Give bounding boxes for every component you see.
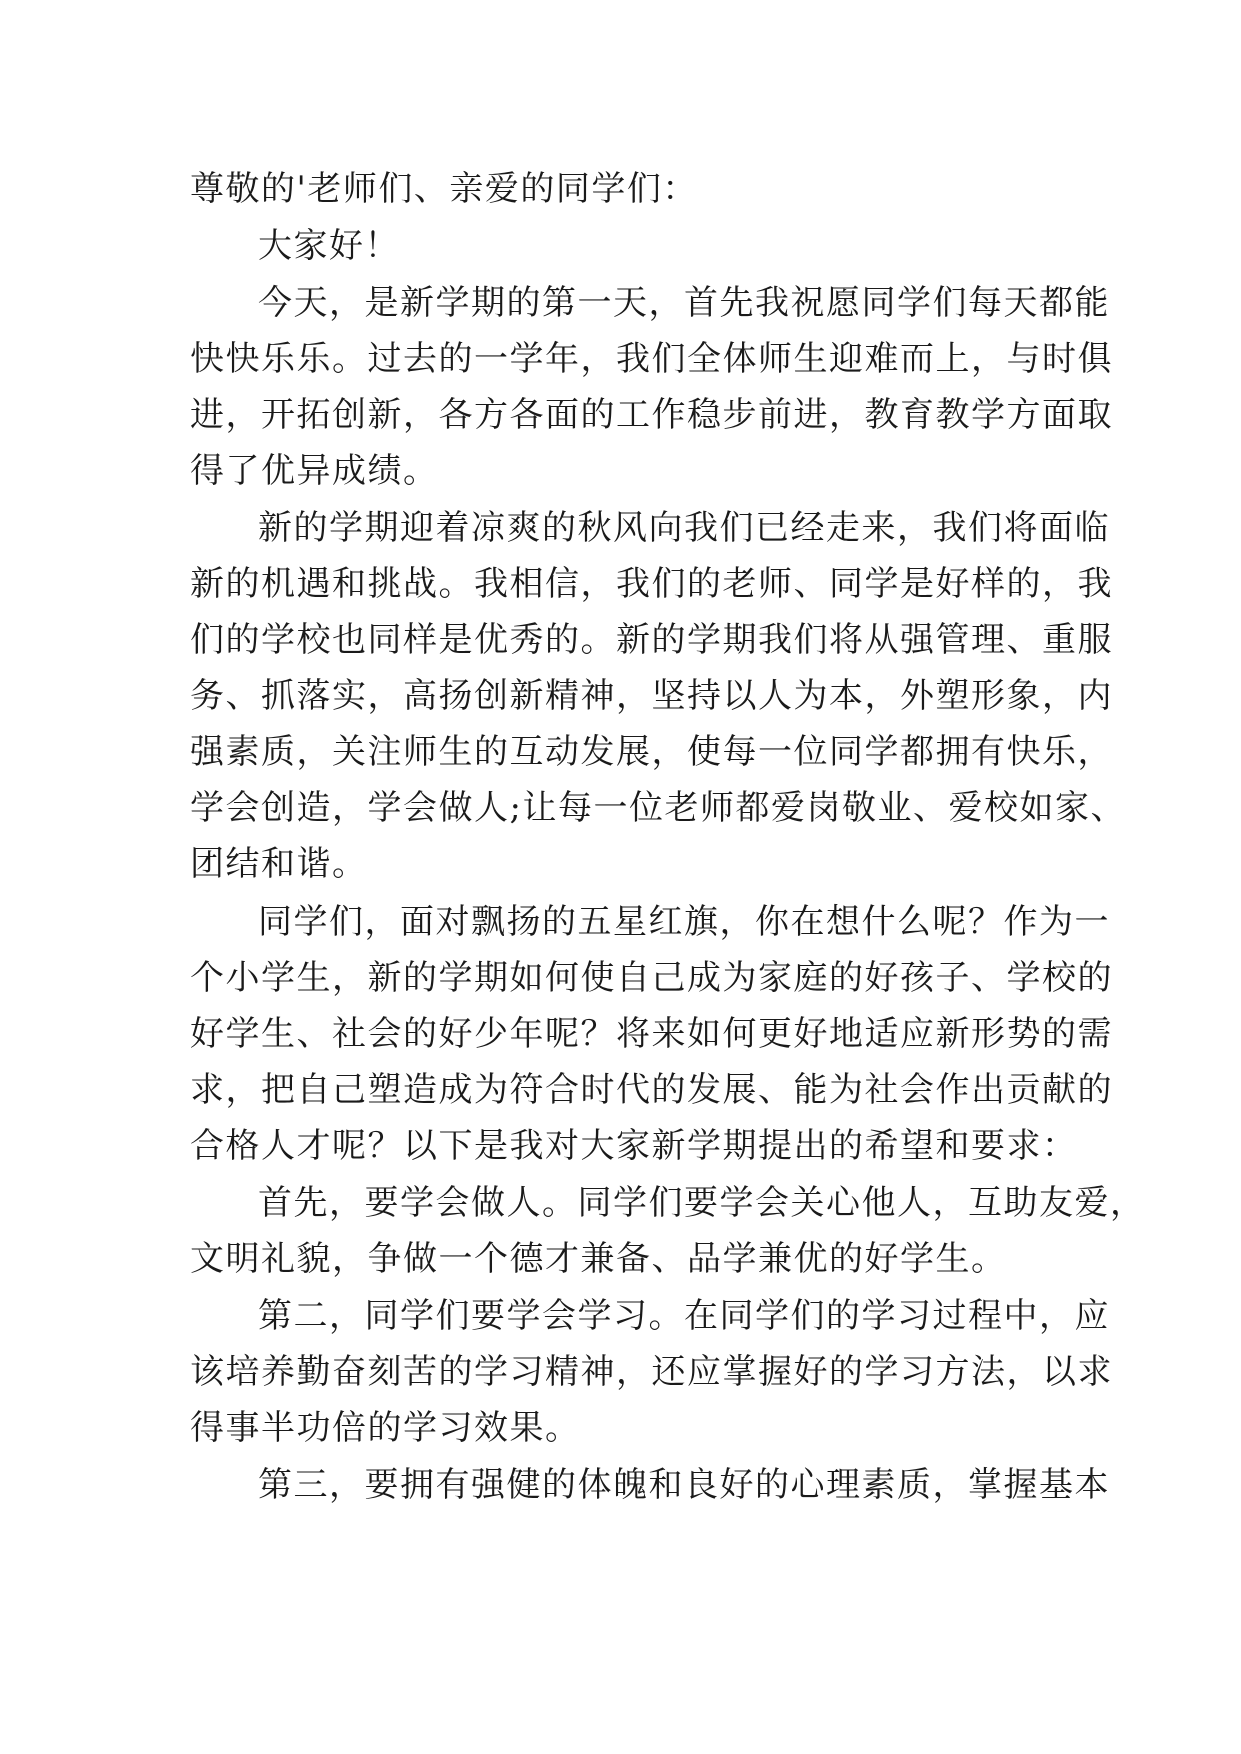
salutation-line: 尊敬的'老师们、亲爱的同学们： (190, 169, 698, 209)
greeting-line: 大家好！ (258, 226, 400, 266)
paragraph-3-line-4: 求，把自己塑造成为符合时代的发展、能为社会作出贡献的 (190, 1070, 1113, 1110)
paragraph-1-line-4: 得了优异成绩。 (190, 451, 439, 491)
paragraph-2-line-4: 务、抓落实，高扬创新精神，坚持以人为本，外塑形象，内 (190, 676, 1113, 716)
paragraph-2-line-7: 团结和谐。 (190, 844, 368, 884)
paragraph-1-line-2: 快快乐乐。过去的一学年，我们全体师生迎难而上，与时俱 (190, 339, 1113, 379)
paragraph-6-line-1: 第三，要拥有强健的体魄和良好的心理素质，掌握基本 (258, 1465, 1110, 1505)
paragraph-1-line-3: 进，开拓创新，各方各面的工作稳步前进，教育教学方面取 (190, 395, 1113, 435)
paragraph-4-line-1: 首先，要学会做人。同学们要学会关心他人，互助友爱， (258, 1183, 1146, 1223)
paragraph-5-line-2: 该培养勤奋刻苦的学习精神，还应掌握好的学习方法，以求 (190, 1352, 1113, 1392)
paragraph-3-line-2: 个小学生，新的学期如何使自己成为家庭的好孩子、学校的 (190, 958, 1113, 998)
paragraph-5-line-3: 得事半功倍的学习效果。 (190, 1408, 581, 1448)
paragraph-2-line-2: 新的机遇和挑战。我相信，我们的老师、同学是好样的，我 (190, 564, 1113, 604)
paragraph-2-line-3: 们的学校也同样是优秀的。新的学期我们将从强管理、重服 (190, 620, 1113, 660)
paragraph-2-line-5: 强素质，关注师生的互动发展，使每一位同学都拥有快乐， (190, 732, 1113, 772)
paragraph-1-line-1: 今天，是新学期的第一天，首先我祝愿同学们每天都能 (258, 283, 1110, 323)
paragraph-3-line-3: 好学生、社会的好少年呢？将来如何更好地适应新形势的需 (190, 1014, 1113, 1054)
paragraph-2-line-6: 学会创造，学会做人;让每一位老师都爱岗敬业、爱校如家、 (190, 788, 1126, 828)
paragraph-5-line-1: 第二，同学们要学会学习。在同学们的学习过程中，应 (258, 1296, 1110, 1336)
paragraph-2-line-1: 新的学期迎着凉爽的秋风向我们已经走来，我们将面临 (258, 508, 1110, 548)
paragraph-4-line-2: 文明礼貌，争做一个德才兼备、品学兼优的好学生。 (190, 1239, 1007, 1279)
paragraph-3-line-1: 同学们，面对飘扬的五星红旗，你在想什么呢？作为一 (258, 902, 1110, 942)
paragraph-3-line-5: 合格人才呢？以下是我对大家新学期提出的希望和要求： (190, 1126, 1078, 1166)
